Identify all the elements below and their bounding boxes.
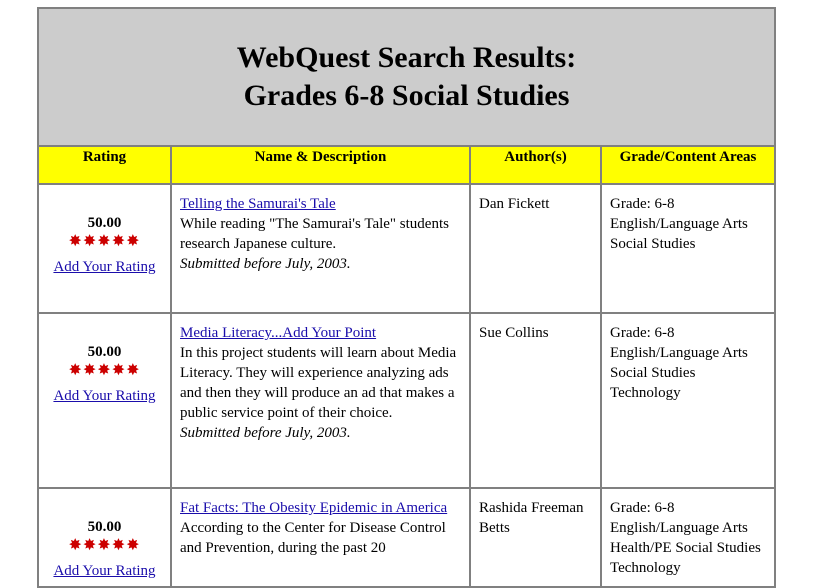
column-header-rating: Rating [38,146,171,184]
webquest-description: In this project students will learn about Media Literacy. They will experience analyzing ads and then they will produce an ad that makes a public service point of their choice. [180,345,457,421]
submitted-date: Submitted before July, 2003. [180,425,351,441]
star-icons: ✸✸✸✸✸ [68,233,141,250]
add-rating-link[interactable]: Add Your Rating [53,388,156,404]
content-area: Social Studies [610,365,696,381]
rating-score: 50.00 [87,215,122,231]
grade-cell [601,313,775,488]
title-line-2: Grades 6-8 Social Studies [243,79,570,112]
column-header-row [38,146,775,184]
rating-cell [38,313,171,488]
grade-level: Grade: 6-8 [610,500,675,516]
content-area: English/Language Arts [610,345,748,361]
webquest-title-link[interactable]: Telling the Samurai's Tale [180,196,336,212]
results-table [37,7,776,588]
column-header-name: Name & Description [171,146,470,184]
title-line-1: WebQuest Search Results: [236,41,577,74]
grade-cell [601,488,775,587]
column-header-authors: Author(s) [470,146,601,184]
submitted-date: Submitted before July, 2003. [180,256,351,272]
content-area: English/Language Arts [610,216,748,232]
grade-cell [601,184,775,313]
grade-level: Grade: 6-8 [610,196,675,212]
star-icons: ✸✸✸✸✸ [68,537,141,554]
column-header-grade: Grade/Content Areas [601,146,775,184]
add-rating-link[interactable]: Add Your Rating [53,563,156,579]
webquest-description: While reading "The Samurai's Tale" students research Japanese culture. [180,216,449,252]
description-cell [171,488,470,587]
grade-level: Grade: 6-8 [610,325,675,341]
table-row [38,184,775,313]
webquest-description: According to the Center for Disease Control and Prevention, during the past 20 [180,520,446,556]
rating-score: 50.00 [87,344,122,360]
rating-cell [38,488,171,587]
page-title [38,8,775,146]
table-row [38,488,775,587]
add-rating-link[interactable]: Add Your Rating [53,259,156,275]
description-cell [171,313,470,488]
table-row [38,313,775,488]
content-area: Social Studies [610,236,696,252]
author-cell: Dan Fickett [470,184,601,313]
content-area: Technology [610,385,681,401]
description-cell [171,184,470,313]
webquest-title-link[interactable]: Fat Facts: The Obesity Epidemic in America [180,500,448,516]
star-icons: ✸✸✸✸✸ [68,362,141,379]
webquest-title-link[interactable]: Media Literacy...Add Your Point [180,325,377,341]
author-cell: Sue Collins [470,313,601,488]
content-areas: English/Language Arts Health/PE Social Studies Technology [610,520,761,576]
rating-score: 50.00 [87,519,122,535]
rating-cell [38,184,171,313]
author-cell: Rashida Freeman Betts [470,488,601,587]
